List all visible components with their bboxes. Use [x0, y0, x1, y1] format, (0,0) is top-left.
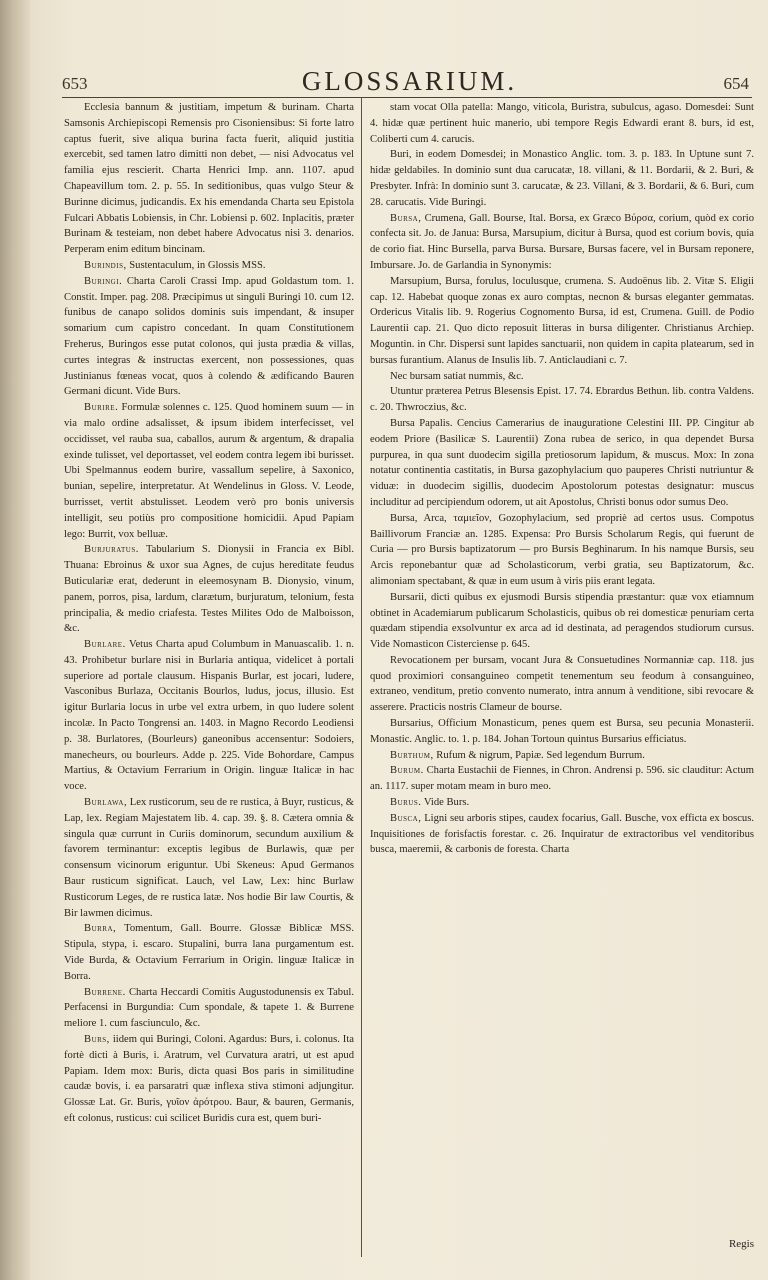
entry-headword: Burum. [390, 765, 424, 777]
left-column [64, 100, 354, 1250]
glossary-entry [370, 147, 754, 210]
glossary-entry [370, 384, 754, 416]
entry-text: Vetus Charta apud Columbum in Manuascalib. 1. n. 43. Prohibetur burlare nisi in Burlaria antiqua, videlicet à portali superiore ad portale clausum. Hispanis Burlar, est jocari, ludere, Vasconibus Burlaza, Occitanis Bourlos, ludus, jocus, illusio. Est igitur Burlaria locus in urbe vel extra urbem, in quo ludere solent incolæ. In Pacto Tongrensi an. 1403. in Magno Recordo Leodiensi p. 38. Burlatores, (Bourleurs) ganeonibus accensentur: Sodoiers, manecheurs, ou bourleurs. Adde p. 225. Vide Bohordare, Campus Martius, & Octavium Ferrarium in Origin. linguæ Italicæ in hac voce. [64, 639, 354, 793]
catchword: Regis [728, 1238, 754, 1250]
entry-headword: Burindis, [84, 259, 127, 271]
glossary-entry [64, 542, 354, 637]
glossary-entry [64, 921, 354, 984]
entry-headword: Burthum, [390, 749, 434, 761]
entry-text: stam vocat Olla patella: Mango, viticola, Buristra, subulcus, agaso. Domesdei: Sunt 4. hidæ quæ pertinent huic manerio, ubi tempore Regis Edwardi erant 8. burs, id est, Coliberti cum 4. carucis. [370, 102, 754, 145]
entry-text: iidem qui Buringi, Coloni. Agardus: Burs, i. colonus. Ita fortè dicti à Buris, i. Aratrum, vel Curvatura aratri, ut est apud Papiam. Idem mox: Buris, dicta quasi Bos paris in similitudine caudæ bovis, i. ea parsaratri quæ inflexa stiva stimoni adjungitur. Glossæ Lat. Gr. Buris, γυῖον ἀρότρου. Baur, & bauren, Germanis, eft colonus, rusticus: cui scilicet Buridis cura est, quem buri- [64, 1034, 354, 1124]
glossary-entry [64, 100, 354, 258]
glossary-entry [64, 258, 354, 274]
glossary-entry [64, 274, 354, 400]
entry-text: Crumena, Gall. Bourse, Ital. Borsa, ex Græco Βύρσα, corium, quòd ex corio confecta sit. Jo. de Janua: Bursa, Marsupium, dicitur à Bursa, quod est corium bovis, quia de corio fiat. Hinc Bursella, parva Bursa. Bursare, Bursas facere, vel in Bursam reponere, Imbursare. Jo. de Garlandia in Synonymis: [370, 212, 754, 271]
entry-text: Ligni seu arboris stipes, caudex focarius, Gall. Busche, vox efficta ex boscus. Inquisitiones de forisfactis forestar. c. 26. Inquiratur de extractoribus vel venditoribus busca, maeremii, & carbonis de foresta. Charta [370, 812, 754, 856]
entry-text: Marsupium, Bursa, forulus, loculusque, crumena. S. Audoënus lib. 2. Vitæ S. Eligii cap. 12. Habebat quoque zonas ex auro comptas, necnon & bursas eleganter gemmatas. Ordericus Vitalis lib. 9. Rogerius Cognomento Bursa, id est, Crumena. Guill. de Podio Laurentii cap. 21. Quo dicto reposuit litteras in bursa diligenter. Christianus Archiep. Moguntin. in Chr. Dispersi sunt lapides sanctuarii, non quidem in capita platearum, sed in bursas furantium. Alanus de Insulis lib. 7. Anticlaudiani c. 7. [370, 275, 754, 366]
glossary-entry [64, 1032, 354, 1127]
entry-text: Bursarius, Officium Monasticum, penes quem est Bursa, seu pecunia Monasterii. Monastic. Anglic. to. 1. p. 184. Johan Tortoun quintus Bursarius efficiatus. [370, 718, 754, 745]
glossary-entry [64, 985, 354, 1032]
glossary-entry [64, 637, 354, 795]
entry-text: Bursa Papalis. Cencius Camerarius de inauguratione Celestini III. PP. Cingitur ab eodem Priore (Basilicæ S. Laurentii) Zona rubea de serico, in qua dependet Bursa purpurea, in qua sunt duodecim sigilla pretiosorum lapidum, & muscus. Mox: In zona notatur continentia castitatis, in Bursa gazophylacium quo pauperes Christi nutriuntur & viduæ: in duodecim sigillis, duodecim Apostolorum potestas designatur: muscus includitur ad percipiendum odorem, ut ait Apostolus, Christi bonus odor sumus Deo. [370, 417, 754, 508]
glossary-entry [370, 716, 754, 748]
entry-headword: Burus. [390, 797, 422, 809]
page-number-left: 653 [62, 74, 88, 93]
book-gutter [0, 0, 30, 1280]
entry-headword: Burjuratus. [84, 544, 139, 556]
column-divider [361, 97, 362, 1257]
glossary-entry [370, 795, 754, 811]
entry-text: Nec bursam satiat nummis, &c. [390, 370, 524, 382]
entry-text: Bursarii, dicti quibus ex ejusmodi Bursis stipendia præstantur: quæ vox etiamnum obtinet in Academiarum publicarum Scholasticis, quibus ob rei domesticæ penuriam certa quædam stipendia exsolvuntur ex arca ad id destinata, ad peragendos studiorum cursus. Vide Nomasticon Cisterciense p. 645. [370, 591, 754, 651]
entry-headword: Busca, [390, 812, 422, 824]
entry-headword: Buringi. [84, 275, 123, 287]
entry-text: Charta Heccardi Comitis Augustodunensis ex Tabul. Perfacensi in Burgundia: Cum spondale, & tapete 1. & Burrene meliore 1. cum fasciunculo, &c. [64, 986, 354, 1030]
glossary-entry [370, 511, 754, 590]
glossary-entry [370, 748, 754, 764]
entry-text: Rufum & nigrum, Papiæ. Sed legendum Burrum. [436, 749, 645, 761]
entry-text: Charta Caroli Crassi Imp. apud Goldastum tom. 1. Constit. Imper. pag. 208. Præcipimus ut singuli Buringi 10. cum 12. funibus de canapo solidos dominis suis impendant, & insuper somarium cum capistro concedant. In quam Constitutionem Freherus, Buringos esse putat colonos, qui justa prædia & villas, curtes integras & instructas exercent, non possessiones, quas Justinianus fœneas vocat, quos à colendo & ædificando Bauren Germani dicunt. Vide Burs. [64, 275, 354, 398]
entry-headword: Bursa, [390, 212, 422, 224]
entry-headword: Burlare. [84, 639, 126, 651]
entry-text: Formulæ solennes c. 125. Quod hominem suum — in via malo ordine adsalisset, & ipsum ibidem interfecisset, vel occidisset, vel rauba sua, caballos, aurum & argentum, & drapalia exinde tulisset, vel deportasset, vel eodem contra legem ibi burisset. Ubi Spelmannus eodem burire, vassallum sepelire, à Saxonico, bunian, sepelire, interpretatur. At Wendelinus in Gloss. V. Leode, burrisset, vertit abstulisset. Leodem verò pro bonis universis intelligit, seu potiùs pro compositione homicidii. Apud Papiam lego: Burrit, vox belluæ. [64, 402, 354, 540]
entry-text: Buri, in eodem Domesdei; in Monastico Anglic. tom. 3. p. 183. In Uptune sunt 7. hidæ geldabiles. In dominio sunt dua carucatæ, 18. villani, & 11. Bordarii, & 2. Buri, & Presbyter. Infrà: In dominio sunt 3. carucatæ, & 23. Villani, & 3. Bordarii, & 6. Buri, cum 28. carucatis. Vide Buringi. [370, 149, 754, 208]
glossary-entry [370, 369, 754, 385]
glossary-entry [370, 274, 754, 369]
entry-headword: Burra, [84, 923, 117, 935]
running-title: GLOSSARIUM. [301, 66, 518, 96]
entry-text: Tomentum, Gall. Bourre. Glossæ Biblicæ MSS. Stipula, stypa, i. escaro. Stupalini, burra lana purgamentum est. Vide Burda, & Octavium Ferrarium in Origin. linguæ Italicæ in Borra. [64, 923, 354, 982]
glossary-entry [370, 416, 754, 511]
entry-headword: Burire. [84, 402, 119, 414]
entry-text: Sustentaculum, in Glossis MSS. [129, 259, 266, 271]
entry-text: Bursa, Arca, ταμιεῖον, Gozophylacium, sed propriè ad certos usus. Compotus Baillivorum Franciæ an. 1285. Expensa: Pro Bursis Scholarum Regis, qui fuerunt de Curia — pro Bursis baptizatorum — pro Bursis Beghinarum. In his namque Bursis, seu Arcis reponebantur quæ ad Scholasticorum, verbi gratia, seu Baptizatorum, &c. alimoniam spectabant, & quæ in eum usum à viris piis erant legata. [370, 512, 754, 587]
glossary-entry [370, 211, 754, 274]
header-rule [62, 97, 752, 98]
glossary-entry [370, 763, 754, 795]
right-column [370, 100, 754, 1250]
running-header [62, 66, 757, 96]
entry-text: Ecclesia bannum & justitiam, impetum & burinam. Charta Samsonis Archiepiscopi Remensis pro Cisoniensibus: Si forte latro captus fuerit, sive aliqua burina facta fuerit, aliquid justitia exercebit, sed tamen latro dimitti non debet, — nisi Advocatus vel familia ejus rescierit. Charta Henrici Imp. ann. 1107. apud Chapeavillum tom. 2. p. 55. In seditionibus, quas vulgo Steur & Burinne dicimus, judicandis. Ex his emendanda Charta seu Epistola Fulcari Abbatis Lobiensis, in Chr. Lobiensi p. 602. Inplacitis, præter Burinam & testeiam, non debet habere Advocatus nisi 3. denarios. Perperam enim editum bincinam. [64, 102, 354, 256]
entry-headword: Burlawa, [84, 797, 128, 809]
page-number-right: 654 [723, 74, 749, 93]
entry-text: Charta Eustachii de Fiennes, in Chron. Andrensi p. 596. sic clauditur: Actum an. 1117. super motam meam in buro meo. [370, 765, 754, 793]
entry-text: Lex rusticorum, seu de re rustica, à Buyr, rusticus, & Lap, lex. Regiam Majestatem lib. 4. cap. 39. §. 8. Cætera omnia & singula quæ currunt in Curiis dominorum, secundum auxilium & favorem terminantur: exceptis legibus de Burlawis, quæ per consensum vicinorum eriguntur. Ubi Skeneus: Apud Germanos Baur rusticum significat. Lauch, vel Law, Lex: hinc Burlaw Rusticorum Leges, de re rustica latæ. Nos hodie Bir law Courtis, & Bir lawmen dicimus. [64, 797, 354, 919]
glossary-entry [64, 795, 354, 921]
entry-text: Revocationem per bursam, vocant Jura & Consuetudines Normanniæ cap. 118. jus quod proximiori consanguineo competit tenementum seu feodum à consanguineo, extraneo, venditum, pretio convento numerato, intra annum à venditione, sibi revocare & asserere. Practicis nostris Clameur de bourse. [370, 654, 754, 714]
glossary-entry [370, 100, 754, 147]
glossary-entry [64, 400, 354, 542]
entry-text: Tabularium S. Dionysii in Francia ex Bibl. Thuana: Ebroinus & uxor sua Agnes, de cujus hereditate feudus Buticulariæ erat, dederunt in eleemosynam B. Dionysio, vinum, panem, porros, pisa, lardum, clarætum, burjuratum, telonium, festa principalia, & medio criafesta. Testes Milites Odo de Malboisson, &c. [64, 544, 354, 635]
glossary-entry [370, 811, 754, 858]
glossary-entry [370, 590, 754, 653]
entry-headword: Burrene. [84, 986, 126, 998]
entry-text: Utuntur præterea Petrus Blesensis Epist. 17. 74. Ebrardus Bethun. lib. contra Valdens. c. 20. Thwroczius, &c. [370, 386, 754, 414]
entry-text: Vide Burs. [423, 797, 470, 809]
entry-headword: Burs, [84, 1034, 110, 1046]
glossary-entry [370, 653, 754, 716]
